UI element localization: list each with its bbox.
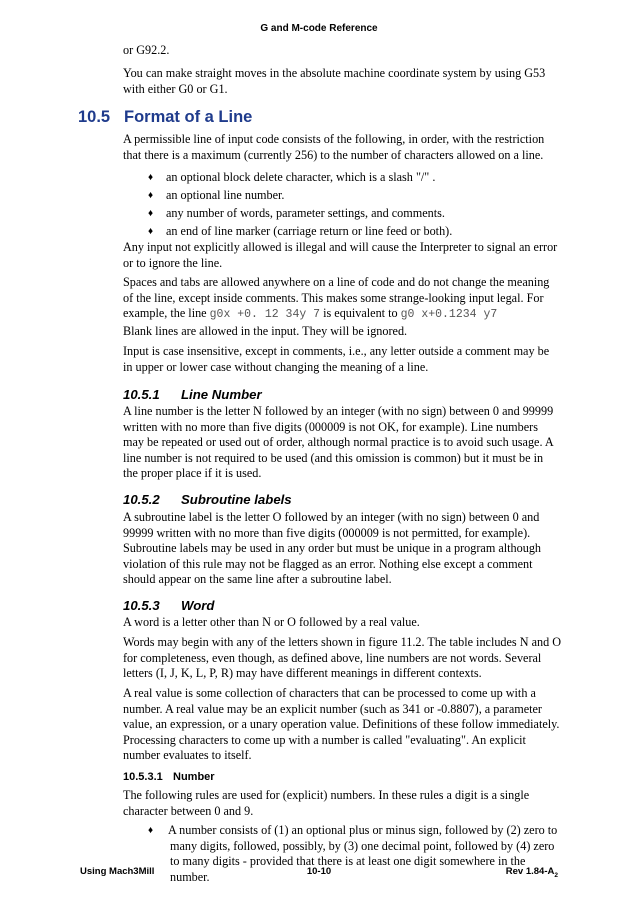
- paragraph-blank-lines: Blank lines are allowed in the input. They will be ignored.: [123, 324, 408, 338]
- paragraph-g53: You can make straight moves in the absolute machine coordinate system by using G53 with either G0 or G1.: [123, 66, 546, 96]
- section-heading-10-5-2: [123, 492, 292, 507]
- footer-revision: Rev $1.84-A_2$: [505, 866, 558, 879]
- section-title: Subroutine labels: [181, 492, 292, 507]
- diamond-bullet-icon: ♦: [148, 172, 154, 183]
- paragraph-format: A permissible line of input code consists of the following, in order, with the restriction that there is a maximum (currently 256) to the number of characters allowed on a line.: [123, 132, 545, 162]
- paragraph-number-rules: The following rules are used for (explicit) numbers. In these rules a digit is a single character between 0 and 9.: [123, 788, 530, 818]
- list-item: ♦ any number of words, parameter settings, and comments.: [148, 206, 445, 220]
- section-number: 10.5.1: [123, 387, 160, 402]
- section-heading-10-5: [78, 108, 252, 127]
- section-number: 10.5.3.1: [123, 771, 163, 783]
- list-item: ♦ an optional block delete character, which is a slash "/" .: [148, 170, 436, 184]
- paragraph-spaces: Spaces and tabs are allowed anywhere on a line of code and do not change the meaning of the line, except inside comments. This makes some strange-looking input legal. For example, the line g0x +0. 12 34y 7 is equivalent to g0 x+0.1234 y7: [123, 275, 550, 322]
- paragraph-real-value: A real value is some collection of characters that can be processed to come up with a number. A real value may be an explicit number (such as 341 or -0.8807), a parameter value, an expression, or a unary operation value. Definitions of these follow immediately. Processing characters to come up with a number is called "evaluating". An explicit number evaluates to itself.: [123, 686, 560, 763]
- section-number: 10.5: [78, 108, 111, 126]
- code-example: g0 x+0.1234 y7: [400, 308, 498, 322]
- list-item: ♦ an end of line marker (carriage return or line feed or both).: [148, 224, 453, 238]
- paragraph-case: Input is case insensitive, except in comments, i.e., any letter outside a comment may be in upper or lower case without changing the meaning of a line.: [123, 344, 550, 374]
- section-title: Line Number: [181, 387, 262, 402]
- list-item: ♦ A number consists of (1) an optional plus or minus sign, followed by (2) zero to many digits, followed, possibly, by (3) one decimal point, followed by (4) zero to many digits - provided that there is at least one digit somewhere in the number.: [148, 823, 558, 884]
- list-item: ♦ an optional line number.: [148, 188, 285, 202]
- paragraph-line-number: A line number is the letter N followed by an integer (with no sign) between 0 and 99999 written with no more than five digits (000009 is not OK, for example). Line numbers may be repeated or used out of order, although normal practice is to avoid such usage. A line number is not required to be used (and this omission is common) but it must be in the proper place if it is used.: [123, 404, 554, 481]
- paragraph-word-definition: A word is a letter other than N or O followed by a real value.: [123, 615, 420, 629]
- paragraph-word-letters: Words may begin with any of the letters shown in figure 11.2. The table includes N and O for completeness, even though, as defined above, line numbers are not words. Several letters (I, J, K, L, P, R) may have different meanings in different contexts.: [123, 635, 562, 681]
- diamond-bullet-icon: ♦: [148, 825, 154, 836]
- paragraph-or-g92: or G92.2.: [123, 43, 170, 57]
- section-title: Word: [181, 598, 215, 613]
- section-title: Number: [173, 771, 215, 783]
- diamond-bullet-icon: ♦: [148, 226, 154, 237]
- diamond-bullet-icon: ♦: [148, 208, 154, 219]
- section-title: Format of a Line: [124, 108, 253, 126]
- paragraph-subroutine: A subroutine label is the letter O followed by an integer (with no sign) between 0 and 99999 written with no more than five digits (000009 is not permitted, for example). Subroutine labels may be used in any order but must be unique in a program although violation of this rule may not be flagged as an error. Nothing else except a comment should appear on the same line after a subroutine label.: [123, 510, 542, 587]
- section-number: 10.5.2: [123, 492, 160, 507]
- section-heading-10-5-3-1: [123, 771, 215, 783]
- section-heading-10-5-3: [123, 598, 214, 613]
- running-header: G and M-code Reference: [260, 23, 378, 34]
- page-number: 10-10: [306, 866, 332, 877]
- section-number: 10.5.3: [123, 598, 160, 613]
- code-example: g0x +0. 12 34y 7: [209, 308, 321, 322]
- footer-left: Using Mach3Mill: [80, 866, 155, 877]
- section-heading-10-5-1: [123, 387, 262, 402]
- diamond-bullet-icon: ♦: [148, 190, 154, 201]
- paragraph-illegal: Any input not explicitly allowed is illegal and will cause the Interpreter to signal an error or to ignore the line.: [123, 240, 558, 270]
